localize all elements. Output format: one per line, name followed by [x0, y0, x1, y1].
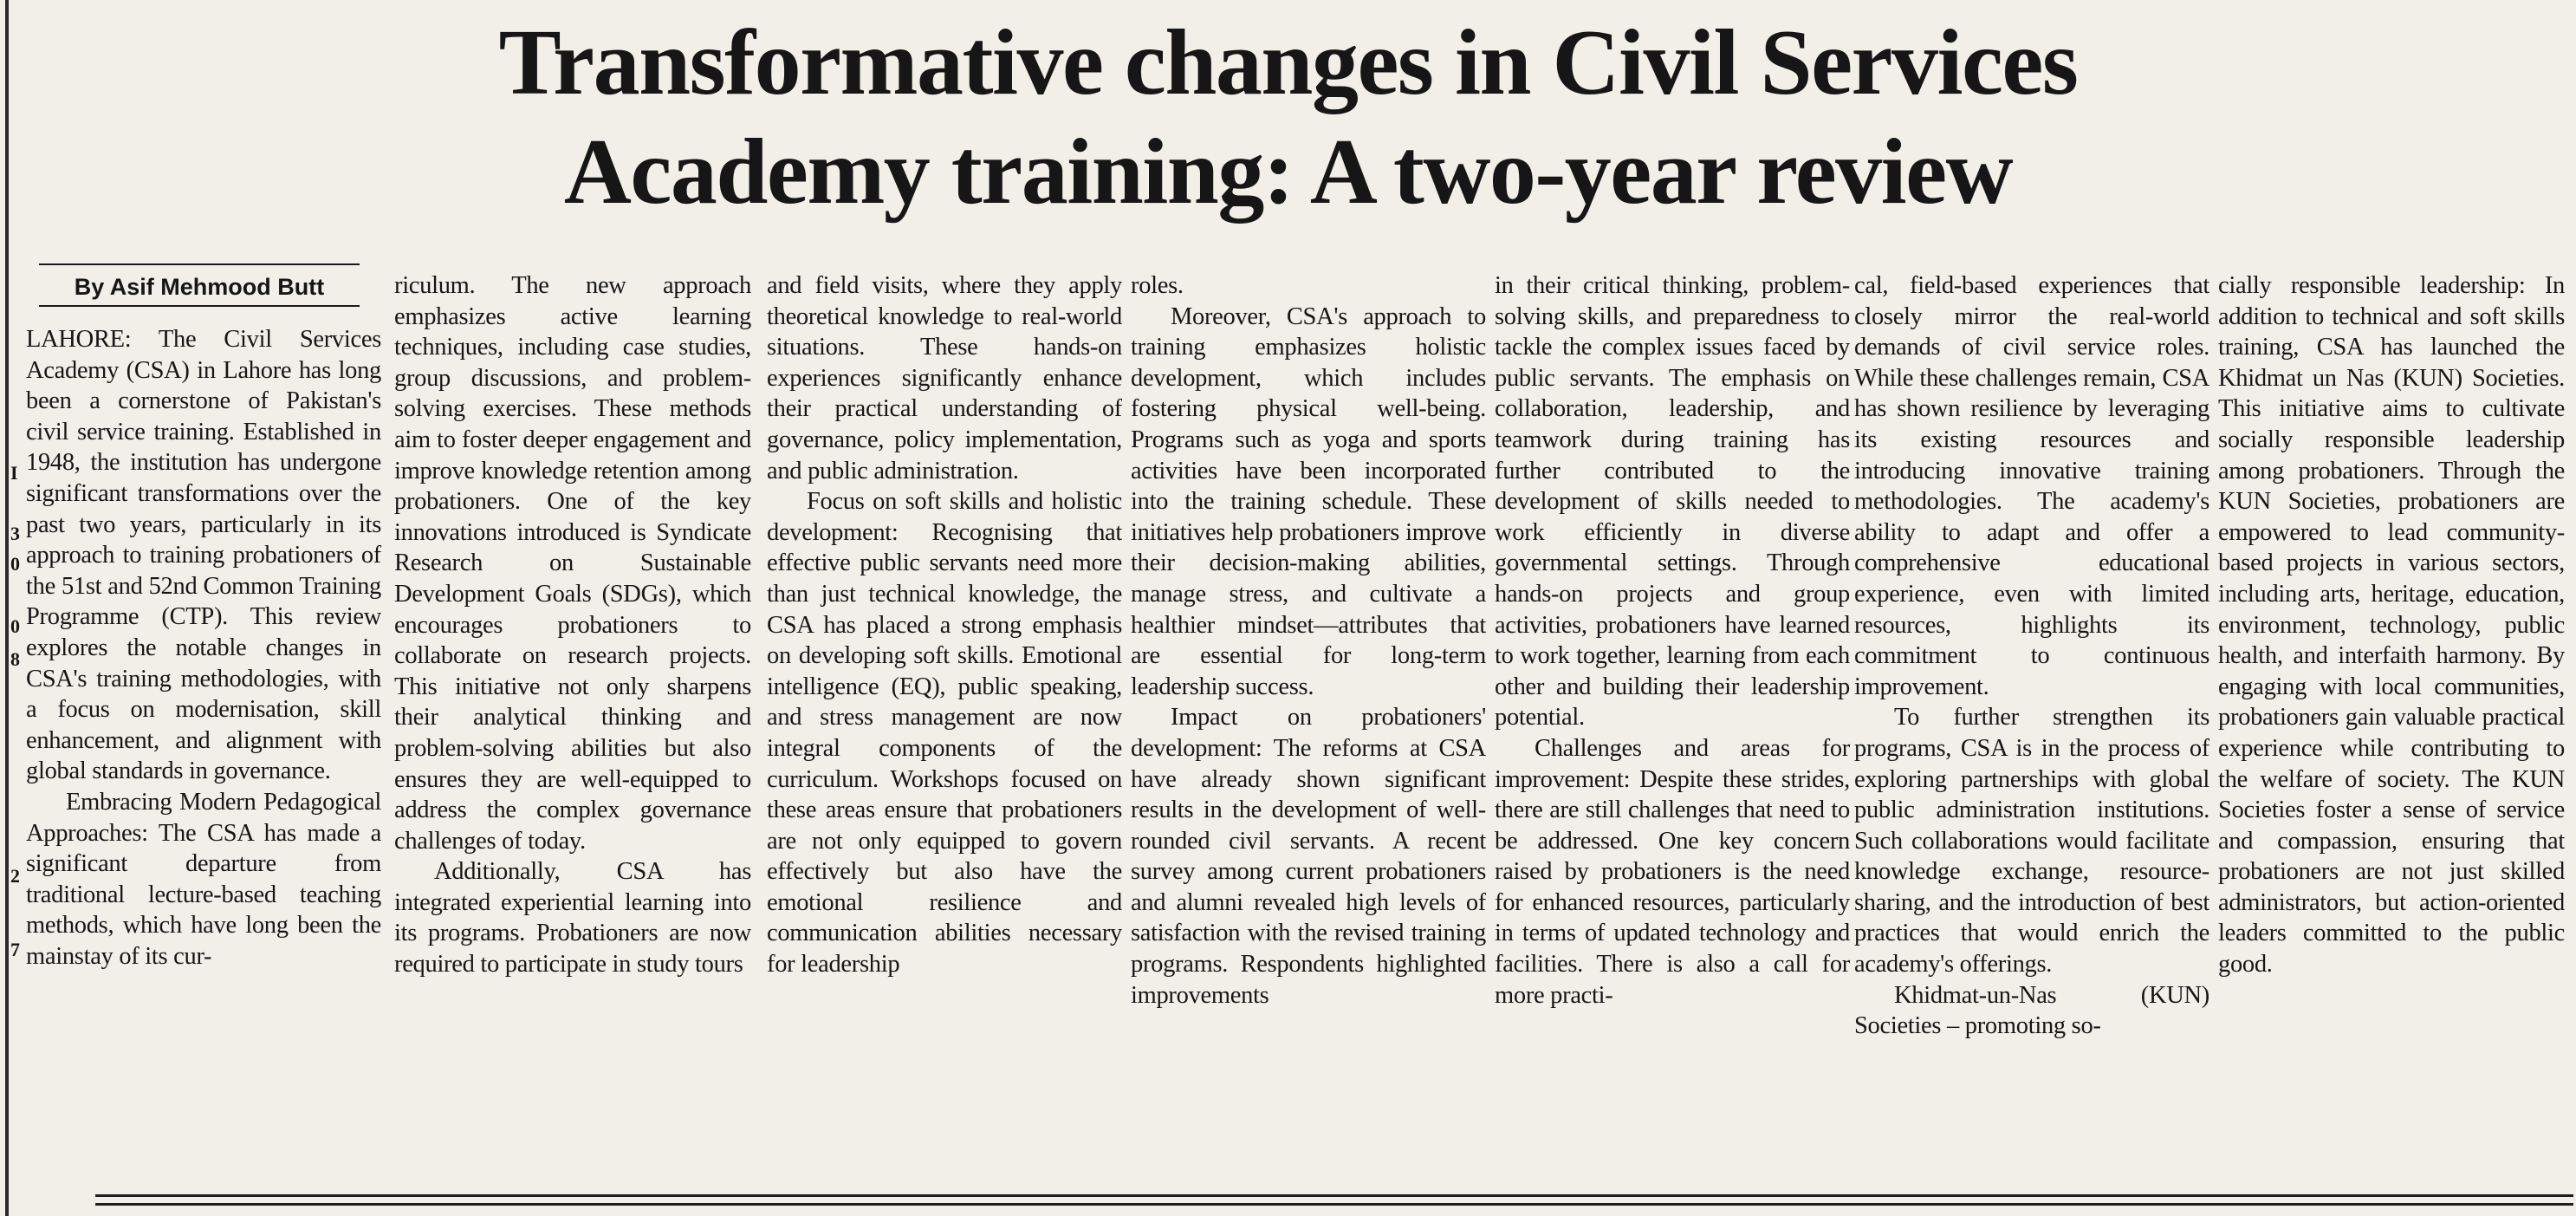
- headline-line-1: Transformative changes in Civil Services: [498, 11, 2078, 114]
- bottom-rule-double: [95, 1203, 2573, 1206]
- edge-mark: 2: [10, 865, 20, 887]
- column-4: [1131, 270, 1486, 1200]
- paragraph: To further strengthen its programs, CSA is in the process of exploring partnerships with global public administration institutions. Such collaborations would facilitate knowledge exchange, resource-sharing, and the introduction of best practices that would enrich the academy's offerings.: [1854, 704, 2209, 979]
- paragraph: Challenges and areas for improvement: Despite these strides, there are still challenges that need to be addressed. One key concern raised by probationers is the need for enhanced resources, particularly in terms of updated technology and facilities. There is also a call for more practi-: [1495, 734, 1850, 1009]
- paragraph: Embracing Modern Pedagogical Approaches: The CSA has made a significant departure from traditional lecture-based teaching methods, which have long been the mainstay of its cur-: [26, 788, 381, 970]
- paragraph: riculum. The new approach emphasizes active learning techniques, including case studies, group discussions, and problem-solving exercises. These methods aim to foster deeper engagement and improve knowledge retention among probationers. One of the key innovations introduced is Syndicate Research on Sustainable Development Goals (SDGs), which encourages probationers to collaborate on research projects. This initiative not only sharpens their analytical thinking and problem-solving abilities but also ensures they are well-equipped to address the complex governance challenges of today.: [394, 272, 751, 855]
- paragraph: Additionally, CSA has integrated experiential learning into its programs. Probationers are now required to participate in study tours: [394, 858, 751, 979]
- paragraph: in their critical thinking, problem-solving skills, and preparedness to tackle the complex issues faced by public servants. The emphasis on collaboration, leadership, and teamwork during training has further contributed to the development of skills needed to work efficiently in diverse governmental settings. Through hands-on projects and group activities, probationers have learned to work together, learning from each other and building their leadership potential.: [1495, 272, 1850, 732]
- paragraph: Moreover, CSA's approach to training emphasizes holistic development, which includes fostering physical well-being. Programs such as yoga and sports activities have been incorporated into the training schedule. These initiatives help probationers improve their decision-making abilities, manage stress, and cultivate a healthier mindset—attributes that are essential for long-term leadership success.: [1131, 302, 1486, 700]
- edge-mark: 7: [10, 939, 20, 960]
- column-7: [2218, 270, 2565, 1200]
- edge-mark: 0: [10, 553, 20, 575]
- headline-line-2: Academy training: A two-year review: [563, 120, 2013, 224]
- paragraph: roles.: [1131, 272, 1184, 299]
- paragraph: Focus on soft skills and holistic development: Recognising that effective public servants need more than just technical knowledge, the CSA has placed a strong emphasis on developing soft skills. Emotional intelligence (EQ), public speaking, and stress management are now integral components of the curriculum. Workshops focused on these areas ensure that probationers are not only equipped to govern effectively but also have the emotional resilience and communication abilities necessary for leadership: [767, 488, 1122, 979]
- byline: By Asif Mehmood Butt: [74, 274, 325, 300]
- paragraph: Impact on probationers' development: The reforms at CSA have already shown significant results in the development of well-rounded civil servants. A recent survey among current probationers and alumni revealed high levels of satisfaction with the revised training programs. Respondents highlighted improvements: [1131, 704, 1486, 1009]
- column-3: [767, 270, 1122, 1200]
- paragraph: Khidmat-un-Nas (KUN) Societies – promoting so-: [1854, 981, 2209, 1040]
- edge-mark: 3: [10, 523, 20, 544]
- paragraph: cal, field-based experiences that closely mirror the real-world demands of civil service roles. While these challenges remain, CSA has shown resilience by leveraging its existing resources and introducing innovative training methodologies. The academy's ability to adapt and offer a comprehensive educational experience, even with limited resources, highlights its commitment to continuous improvement.: [1854, 272, 2209, 700]
- edge-mark: 8: [10, 648, 20, 670]
- paragraph: and field visits, where they apply theoretical knowledge to real-world situations. These hands-on experiences significantly enhance their practical understanding of governance, policy implementation, and public administration.: [767, 272, 1122, 484]
- column-5: [1495, 270, 1850, 1200]
- edge-mark: 0: [10, 615, 20, 637]
- paragraph: cially responsible leadership: In addition to technical and soft skills training, CSA has launched the Khidmat un Nas (KUN) Societies. This initiative aims to cultivate socially responsible leadership among probationers. Through the KUN Societies, probationers are empowered to lead community-based projects in various sectors, including arts, heritage, education, environment, technology, public health, and interfaith harmony. By engaging with local communities, probationers gain valuable practical experience while contributing to the welfare of society. The KUN Societies foster a sense of service and compassion, ensuring that probationers are not just skilled administrators, but action-oriented leaders committed to the public good.: [2218, 272, 2565, 979]
- column-2: [394, 270, 751, 1200]
- article-body: [0, 265, 2576, 1175]
- bottom-rule: [95, 1194, 2573, 1197]
- headline: [35, 9, 2541, 227]
- edge-mark: I: [10, 462, 18, 484]
- paragraph: LAHORE: The Civil Services Academy (CSA) in Lahore has long been a cornerstone of Pakistan's civil service training. Established in 1948, the institution has undergone significant transformations over the past two years, particularly in its approach to training probationers of the 51st and 52nd Common Training Programme (CTP). This review explores the notable changes in CSA's training methodologies, with a focus on modernisation, skill enhancement, and alignment with global standards in governance.: [26, 326, 381, 785]
- column-6: [1854, 270, 2209, 1200]
- column-1: [26, 324, 381, 1200]
